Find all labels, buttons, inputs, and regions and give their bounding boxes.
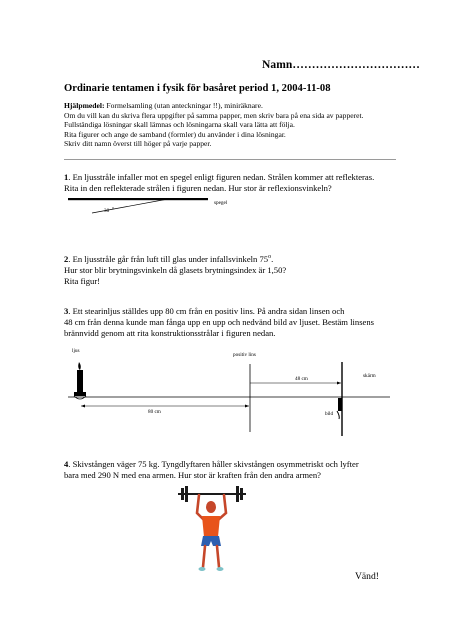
turn-over-label: Vänd!	[355, 571, 379, 582]
barbell-plate	[240, 488, 243, 500]
problem-line-text: . Ett stearinljus ställdes upp 80 cm från en positiv lins. På andra sidan linsen och	[68, 306, 345, 316]
barbell-plate	[181, 488, 184, 500]
problem-line: 48 cm från denna kunde man fånga upp en upp och nedvänd bild av ljuset. Bestäm linsens	[64, 317, 375, 327]
problem-line: Rita figur!	[64, 275, 101, 286]
image-candle-icon	[337, 398, 342, 419]
problem-line-text: . Skivstången väger 75 kg. Tyngdlyftaren håller skivstången osymmetriskt och lyfter	[68, 459, 359, 469]
instruction-line: Skriv ditt namn överst till höger på varje papper.	[64, 139, 212, 149]
instruction-line: Rita figurer och ange de samband (formler) du använder i dina lösningar.	[64, 129, 286, 139]
problem-line: Hur stor blir brytningsvinkeln då glasets brytningsindex är 1,50?	[64, 264, 287, 275]
degree-mark: o	[112, 206, 114, 210]
instruction-line: Fullständiga lösningar skall lämnas och lösningarna skall vara lätta att följa.	[64, 120, 295, 130]
lens-figure	[68, 348, 390, 436]
barbell-bar	[178, 493, 246, 495]
name-field: Namn……………………………	[262, 59, 421, 71]
problem-line: brännvidd genom att rita konstruktionsstrålar i figuren nedan.	[64, 328, 276, 338]
object-distance-label: 80 cm	[148, 409, 161, 415]
arrowhead	[81, 405, 85, 408]
mirror-label: spegel	[214, 200, 228, 206]
arrowhead	[245, 405, 249, 408]
degree-mark: o	[268, 254, 272, 260]
problem-number: 4	[64, 459, 69, 469]
left-leg	[203, 546, 205, 567]
instruction-line: Om du vill kan du skriva flera uppgifter på samma papper, men skriv bara på ena sida av papperet.	[64, 110, 364, 120]
aids-label: Hjälpmedel:	[64, 101, 105, 110]
mirror	[68, 198, 208, 200]
lens-label: positiv lins	[233, 352, 256, 358]
problem-line: bara med 290 N med ena armen. Hur stor är kraften från den andra armen?	[64, 470, 321, 480]
screen-label: skärm	[363, 373, 376, 379]
shorts	[201, 536, 221, 546]
problem-line-text: . En ljusstråle går från luft till glas under infallsvinkeln 75	[68, 253, 269, 264]
problem-line: 2. En ljusstråle går från luft till glas under infallsvinkeln 75$^o$.	[64, 253, 274, 264]
barbell-plate	[185, 486, 188, 502]
image-label: bild	[325, 411, 334, 417]
head	[206, 501, 216, 513]
torso	[202, 516, 220, 537]
angle-label: 30	[104, 208, 110, 214]
left-shoe	[199, 567, 206, 571]
candle-label: ljus	[72, 348, 80, 354]
problem-number: 1	[64, 172, 69, 182]
arrowhead	[337, 382, 341, 385]
aids-text: Formelsamling (utan anteckningar !!), miniräknare.	[104, 101, 263, 110]
right-leg	[217, 546, 219, 567]
weightlifter-figure	[178, 486, 246, 571]
problem-number: 2	[64, 253, 69, 264]
problem-number: 3	[64, 306, 69, 316]
right-shoe	[217, 567, 224, 571]
problem-line: Rita in den reflekterade strålen i figuren nedan. Hur stor är reflexionsvinkeln?	[64, 183, 332, 193]
mirror-figure	[68, 198, 228, 214]
candle-icon	[74, 362, 86, 399]
exam-title: Ordinarie tentamen i fysik för basåret period 1, 2004-11-08	[64, 83, 331, 94]
problem-line-text: . En ljusstråle infaller mot en spegel enligt figuren nedan. Strålen kommer att reflekteras.	[68, 172, 375, 182]
barbell-plate	[236, 486, 239, 502]
image-distance-label: 48 cm	[295, 376, 308, 382]
